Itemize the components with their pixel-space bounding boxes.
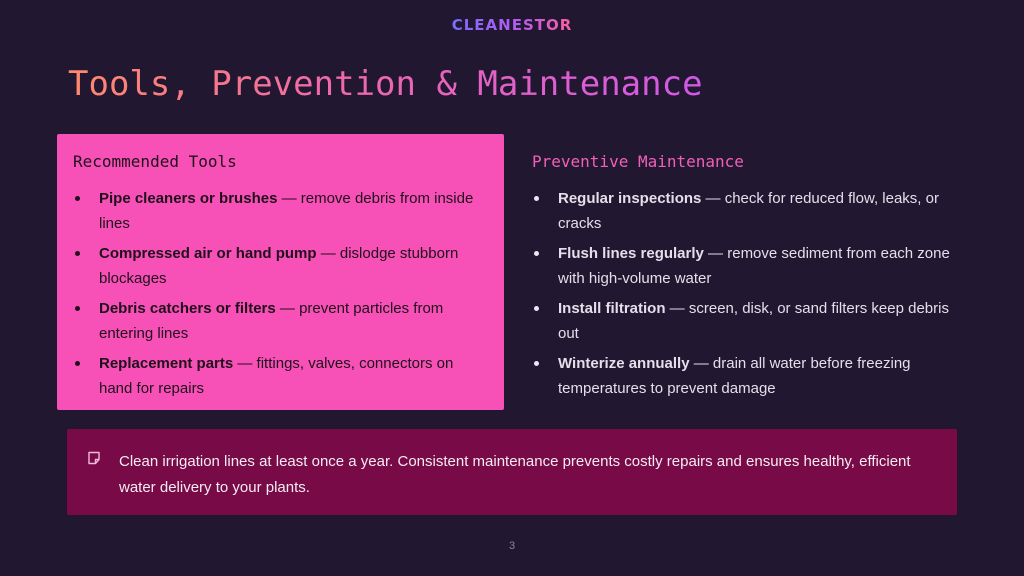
list-item (73, 351, 488, 401)
bullet-icon (534, 196, 539, 201)
bullet-icon (534, 251, 539, 256)
item-text: — dislodge stubborn blockages (99, 245, 459, 287)
list-item (532, 186, 962, 236)
maintenance-heading: Preventive Maintenance (532, 152, 744, 171)
item-title: Regular inspections (558, 190, 702, 207)
bullet-icon (534, 361, 539, 366)
item-title: Install filtration (558, 300, 666, 317)
list-item (73, 241, 488, 291)
bullet-icon (534, 306, 539, 311)
item-text: — drain all water before freezing temperatures to prevent damage (558, 355, 911, 397)
note-icon (87, 451, 101, 465)
bullet-icon (75, 361, 80, 366)
item-title: Replacement parts (99, 355, 234, 372)
bullet-icon (75, 306, 80, 311)
bullet-icon (75, 251, 80, 256)
maintenance-list (532, 186, 962, 401)
item-title: Pipe cleaners or brushes (99, 190, 278, 207)
logo-tagline (0, 37, 1024, 41)
note-text: Clean irrigation lines at least once a year. Consistent maintenance prevents costly repairs and ensures healthy, efficient water delivery to your plants. (119, 453, 911, 496)
item-text: — fittings, valves, connectors on hand for repairs (99, 355, 454, 397)
item-title: Compressed air or hand pump (99, 245, 317, 262)
item-title: Winterize annually (558, 355, 690, 372)
item-title: Flush lines regularly (558, 245, 704, 262)
logo-wordmark: CLEANESTOR (451, 16, 573, 34)
callout-note (67, 429, 957, 515)
item-text: — screen, disk, or sand filters keep debris out (558, 300, 949, 342)
tools-heading: Recommended Tools (73, 152, 237, 171)
item-text: — prevent particles from entering lines (99, 300, 444, 342)
page-number: 3 (508, 540, 516, 552)
item-text: — remove debris from inside lines (99, 190, 474, 232)
recommended-tools-card (57, 134, 504, 410)
item-text: — check for reduced flow, leaks, or cracks (558, 190, 939, 232)
list-item (73, 296, 488, 346)
preventive-maintenance-column (532, 134, 962, 410)
list-item (73, 186, 488, 236)
item-text: — remove sediment from each zone with high-volume water (558, 245, 950, 287)
brand-logo (0, 16, 1024, 41)
list-item (532, 296, 962, 346)
tools-list (73, 186, 488, 401)
bullet-icon (75, 196, 80, 201)
slide-title: Tools, Prevention & Maintenance (68, 64, 703, 104)
list-item (532, 241, 962, 291)
list-item (532, 351, 962, 401)
item-title: Debris catchers or filters (99, 300, 276, 317)
